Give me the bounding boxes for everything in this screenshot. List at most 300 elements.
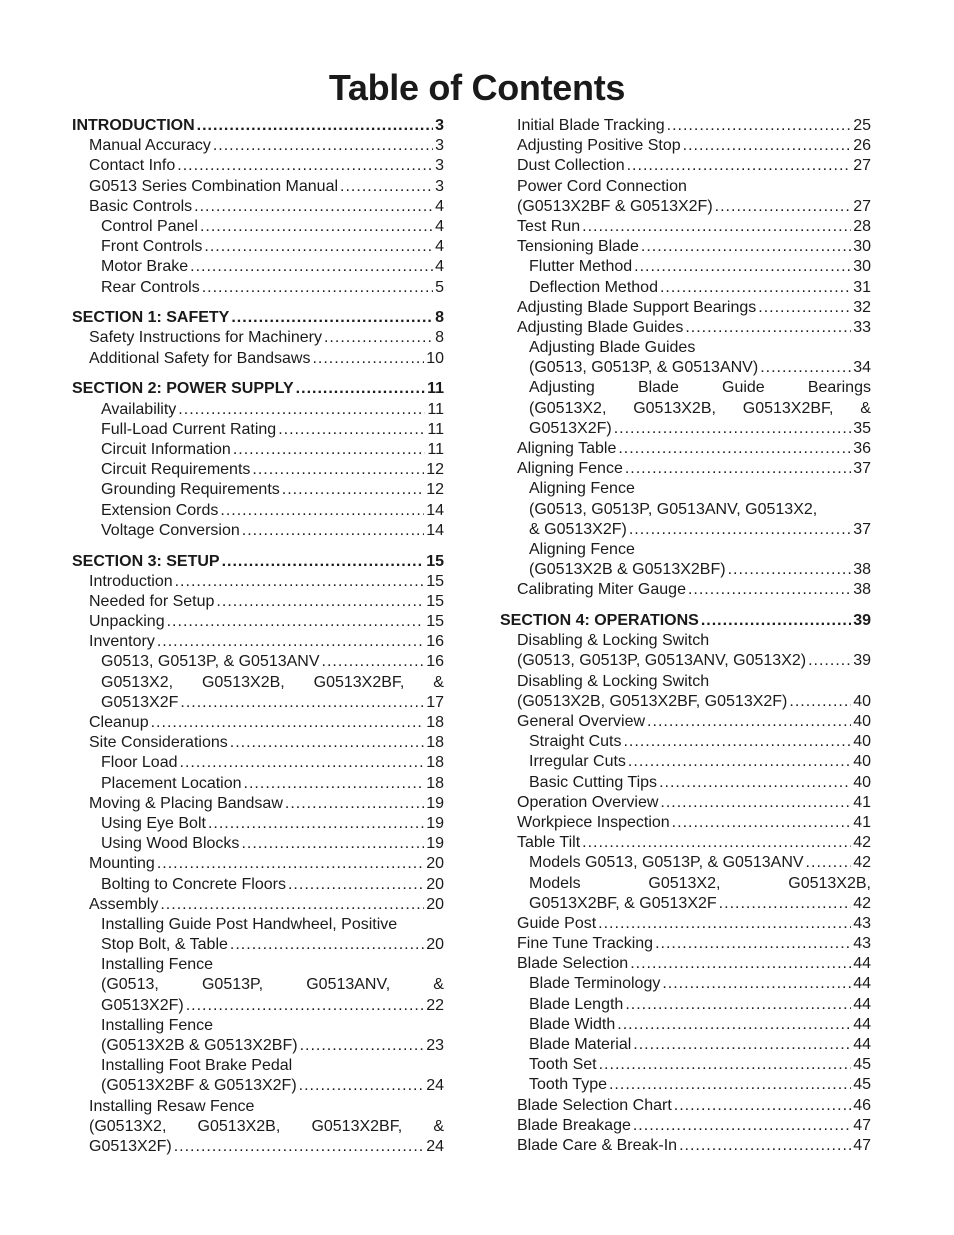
dot-leader	[288, 875, 424, 895]
toc-entry[interactable]	[72, 733, 444, 753]
toc-page-number: 4	[435, 217, 444, 235]
toc-entry-label: Introduction	[89, 572, 173, 590]
toc-page-number: 5	[435, 278, 444, 296]
toc-entry[interactable]	[72, 480, 444, 500]
page-title: Table of Contents	[328, 67, 626, 108]
toc-entry-label: Installing Foot Brake Pedal	[101, 1057, 293, 1075]
dot-leader	[204, 237, 433, 257]
toc-entry-label: Inventory	[89, 633, 155, 651]
toc-entry[interactable]	[72, 1097, 444, 1117]
toc-entry-label	[529, 874, 871, 894]
toc-entry-word: Adjusting	[529, 379, 595, 397]
toc-entry[interactable]	[500, 773, 871, 793]
toc-entry-label: Grounding Requirements	[101, 481, 280, 499]
toc-entry[interactable]	[72, 834, 444, 854]
toc-entry-label: Needed for Setup	[89, 592, 215, 610]
toc-entry-word: Bearings	[807, 379, 871, 397]
toc-entry[interactable]	[72, 612, 444, 632]
dot-leader	[789, 692, 851, 712]
toc-entry[interactable]	[72, 217, 444, 237]
toc-entry[interactable]	[500, 853, 871, 873]
toc-entry[interactable]	[500, 318, 871, 338]
toc-entry[interactable]	[72, 1016, 444, 1036]
toc-page-number: 19	[426, 794, 444, 812]
toc-entry-label: Workpiece Inspection	[517, 813, 670, 831]
toc-entry-label: Power Cord Connection	[517, 177, 687, 195]
toc-entry[interactable]	[72, 814, 444, 834]
toc-entry-label: (G0513, G0513P, G0513ANV, G0513X2)	[517, 652, 807, 670]
toc-entry-label: Contact Info	[89, 157, 176, 175]
toc-entry-label: (G0513X2BF & G0513X2F)	[101, 1077, 297, 1095]
toc-entry-label: Blade Length	[529, 995, 624, 1013]
dot-leader	[728, 560, 852, 580]
toc-entry[interactable]	[72, 794, 444, 814]
toc-entry-label: Blade Width	[529, 1015, 616, 1033]
dot-leader	[629, 520, 851, 540]
toc-entry-label: Installing Fence	[101, 1016, 214, 1034]
toc-entry-label: Basic Cutting Tips	[529, 773, 658, 791]
toc-entry-label: Installing Resaw Fence	[89, 1097, 255, 1115]
toc-entry[interactable]	[500, 560, 871, 580]
toc-entry-label: Using Wood Blocks	[101, 835, 240, 853]
dot-leader	[285, 794, 424, 814]
toc-entry[interactable]	[500, 237, 871, 257]
toc-section-heading[interactable]	[72, 552, 444, 572]
toc-entry[interactable]	[72, 328, 444, 348]
toc-entry-label	[529, 378, 871, 398]
toc-section-heading[interactable]	[72, 116, 444, 136]
toc-entry[interactable]	[500, 439, 871, 459]
toc-entry-label: (G0513X2B, G0513X2BF, G0513X2F)	[517, 692, 788, 710]
toc-entry-label: G0513X2F)	[89, 1137, 172, 1155]
dot-leader	[157, 632, 424, 652]
toc-page-number: 45	[853, 1056, 871, 1074]
toc-entry-word: G0513X2,	[101, 673, 174, 691]
toc-entry[interactable]	[500, 278, 871, 298]
toc-entry[interactable]	[72, 915, 444, 935]
toc-entry[interactable]	[500, 358, 871, 378]
toc-page-number: 40	[853, 713, 871, 731]
toc-entry-label: Voltage Conversion	[101, 521, 240, 539]
toc-entry[interactable]	[500, 479, 871, 499]
dot-leader	[808, 651, 851, 671]
toc-entry-label: Test Run	[517, 217, 581, 235]
toc-page-number: 12	[426, 481, 444, 499]
toc-section-heading[interactable]	[72, 379, 444, 399]
toc-entry[interactable]	[500, 793, 871, 813]
toc-entry-label: (G0513, G0513P, G0513ANV, G0513X2,	[529, 500, 818, 518]
dot-leader	[625, 995, 851, 1015]
toc-page-number: 43	[853, 914, 871, 932]
toc-entry-label: Dust Collection	[517, 157, 625, 175]
toc-entry[interactable]	[72, 521, 444, 541]
toc-entry-label: G0513X2F)	[529, 419, 612, 437]
toc-entry-label: G0513X2BF, & G0513X2F	[529, 894, 717, 912]
toc-entry-label: Motor Brake	[101, 258, 189, 276]
toc-entry[interactable]	[500, 813, 871, 833]
toc-entry[interactable]	[500, 298, 871, 318]
toc-section-heading[interactable]	[72, 308, 444, 328]
toc-entry[interactable]	[72, 955, 444, 975]
toc-entry-label: Tooth Type	[529, 1076, 607, 1094]
toc-entry[interactable]	[72, 652, 444, 672]
toc-entry[interactable]	[72, 349, 444, 369]
toc-entry[interactable]	[500, 914, 871, 934]
toc-entry[interactable]	[500, 338, 871, 358]
toc-page-number: 42	[853, 894, 871, 912]
toc-entry-label: Floor Load	[101, 754, 178, 772]
toc-page-number: 34	[853, 359, 871, 377]
toc-entry-label	[89, 1117, 444, 1137]
dot-leader	[202, 278, 433, 298]
toc-entry-label: Adjusting Blade Support Bearings	[517, 298, 757, 316]
toc-entry[interactable]	[500, 631, 871, 651]
toc-page-number: 44	[853, 1015, 871, 1033]
toc-page-number: 42	[853, 834, 871, 852]
toc-entry[interactable]	[500, 954, 871, 974]
toc-entry[interactable]	[72, 197, 444, 217]
dot-leader	[617, 1015, 851, 1035]
dot-leader	[197, 116, 433, 136]
dot-leader	[633, 1035, 851, 1055]
toc-page-number: 4	[435, 238, 444, 256]
dot-leader	[627, 156, 852, 176]
toc-entry-word: G0513X2B,	[788, 874, 871, 892]
toc-entry[interactable]	[500, 1035, 871, 1055]
dot-leader	[160, 895, 424, 915]
toc-entry-label: Blade Selection	[517, 955, 629, 973]
toc-entry[interactable]	[500, 520, 871, 540]
toc-entry[interactable]	[500, 580, 871, 600]
toc-left-column	[72, 116, 444, 1157]
toc-entry[interactable]	[500, 1075, 871, 1095]
toc-page-number: 14	[426, 521, 444, 539]
toc-entry[interactable]	[500, 894, 871, 914]
dot-leader	[180, 693, 424, 713]
toc-entry-label: Control Panel	[101, 217, 198, 235]
toc-entry[interactable]	[72, 156, 444, 176]
toc-entry-label: Bolting to Concrete Floors	[101, 875, 286, 893]
toc-entry-word: (G0513X2,	[89, 1117, 167, 1135]
toc-entry-word: G0513ANV,	[306, 976, 391, 994]
toc-entry[interactable]	[500, 995, 871, 1015]
dot-leader	[679, 1136, 851, 1156]
toc-entry-label: Calibrating Miter Gauge	[517, 581, 686, 599]
toc-page-number: 27	[853, 157, 871, 175]
toc-entry[interactable]	[500, 712, 871, 732]
toc-page-number: 35	[853, 419, 871, 437]
toc-entry-label: Extension Cords	[101, 501, 219, 519]
toc-entry[interactable]	[500, 500, 871, 520]
toc-entry[interactable]	[500, 156, 871, 176]
toc-entry-label: Aligning Fence	[529, 480, 635, 498]
toc-entry[interactable]	[72, 257, 444, 277]
toc-entry[interactable]	[72, 177, 444, 197]
toc-entry[interactable]	[72, 572, 444, 592]
toc-page-number: 45	[853, 1076, 871, 1094]
dot-leader	[233, 440, 426, 460]
toc-page-number: 3	[435, 177, 444, 195]
toc-entry-label: Blade Terminology	[529, 975, 661, 993]
toc-page-number: 39	[853, 652, 871, 670]
dot-leader	[151, 713, 425, 733]
toc-entry-word: G0513X2,	[648, 874, 721, 892]
toc-entry[interactable]	[72, 854, 444, 874]
dot-leader	[312, 349, 424, 369]
toc-entry[interactable]	[72, 632, 444, 652]
toc-page-number: 30	[853, 258, 871, 276]
toc-page-number: 31	[853, 278, 871, 296]
toc-page-number: 46	[853, 1096, 871, 1114]
toc-entry-label: Initial Blade Tracking	[517, 117, 665, 134]
toc-entry-label: Straight Cuts	[529, 733, 622, 751]
toc-page-number: 41	[853, 813, 871, 831]
toc-page-number: 3	[435, 137, 444, 155]
toc-page-number: 42	[853, 854, 871, 872]
toc-page-number: 27	[853, 197, 871, 215]
toc-page-number: 23	[426, 1037, 444, 1055]
toc-entry-word: &	[433, 673, 444, 691]
toc-entry-label: Adjusting Positive Stop	[517, 137, 681, 155]
dot-leader	[252, 460, 424, 480]
toc-page-number: 8	[435, 309, 444, 327]
toc-entry[interactable]	[72, 400, 444, 420]
dot-leader	[230, 733, 424, 753]
dot-leader	[582, 833, 851, 853]
toc-entry[interactable]	[500, 672, 871, 692]
toc-entry-label: G0513, G0513P, & G0513ANV	[101, 653, 320, 671]
toc-page-number: 20	[426, 875, 444, 893]
dot-leader	[299, 1076, 425, 1096]
toc-entry[interactable]	[72, 420, 444, 440]
toc-entry-label: Table Tilt	[517, 834, 581, 852]
dot-leader	[760, 358, 851, 378]
dot-leader	[641, 237, 851, 257]
toc-entry[interactable]	[500, 833, 871, 853]
toc-entry-label: Moving & Placing Bandsaw	[89, 794, 283, 812]
toc-page-number: 41	[853, 793, 871, 811]
toc-page-number: 8	[435, 329, 444, 347]
toc-entry-word: G0513X2BF,	[311, 1117, 403, 1135]
dot-leader	[667, 116, 852, 136]
toc-page-number: 15	[426, 572, 444, 590]
toc-entry-label: Front Controls	[101, 238, 203, 256]
toc-entry[interactable]	[72, 278, 444, 298]
toc-entry-label: Operation Overview	[517, 793, 659, 811]
toc-entry-label: Blade Breakage	[517, 1116, 631, 1134]
toc-entry[interactable]	[500, 1096, 871, 1116]
toc-entry[interactable]	[500, 378, 871, 398]
toc-entry-word: G0513X2BF,	[313, 673, 405, 691]
toc-page-number: 40	[853, 692, 871, 710]
toc-entry[interactable]	[500, 459, 871, 479]
dot-leader	[672, 813, 852, 833]
toc-page-number: 15	[426, 592, 444, 610]
toc-entry[interactable]	[72, 501, 444, 521]
toc-entry[interactable]	[72, 875, 444, 895]
toc-entry-word: Models	[529, 874, 581, 892]
toc-page-number: 14	[426, 501, 444, 519]
toc-entry-label: Models G0513, G0513P, & G0513ANV	[529, 854, 804, 872]
toc-entry[interactable]	[72, 237, 444, 257]
dot-leader	[180, 753, 425, 773]
toc-entry[interactable]	[500, 1136, 871, 1156]
toc-entry-label: (G0513X2B & G0513X2BF)	[529, 561, 726, 579]
toc-entry-label: G0513 Series Combination Manual	[89, 177, 339, 195]
toc-entry[interactable]	[72, 460, 444, 480]
toc-entry-word: G0513X2B,	[201, 673, 285, 691]
toc-page-number: 11	[427, 380, 444, 398]
toc-entry[interactable]	[500, 1015, 871, 1035]
toc-entry[interactable]	[72, 753, 444, 773]
dot-leader	[655, 934, 851, 954]
toc-entry[interactable]	[72, 1036, 444, 1056]
toc-entry[interactable]	[500, 116, 871, 136]
dot-leader	[674, 1096, 851, 1116]
toc-entry-label: Additional Safety for Bandsaws	[89, 349, 311, 367]
toc-entry[interactable]	[72, 713, 444, 733]
dot-leader	[177, 156, 433, 176]
toc-entry[interactable]	[500, 752, 871, 772]
dot-leader	[719, 894, 852, 914]
toc-entry-label: Rear Controls	[101, 278, 200, 296]
toc-entry-label: Full-Load Current Rating	[101, 420, 277, 438]
toc-entry[interactable]	[72, 935, 444, 955]
toc-page-number: 47	[853, 1116, 871, 1134]
toc-entry-label: Aligning Fence	[517, 460, 623, 478]
toc-entry[interactable]	[500, 692, 871, 712]
toc-entry[interactable]	[500, 197, 871, 217]
dot-leader	[758, 298, 851, 318]
toc-entry-label: Aligning Fence	[529, 540, 635, 558]
toc-entry[interactable]	[500, 540, 871, 560]
toc-entry-label: Stop Bolt, & Table	[101, 936, 228, 954]
toc-entry-word: G0513P,	[201, 976, 264, 994]
toc-entry-word: G0513X2B,	[633, 399, 716, 417]
toc-page-number: 26	[853, 137, 871, 155]
dot-leader	[200, 217, 433, 237]
toc-entry[interactable]	[72, 1117, 444, 1137]
dot-leader	[322, 652, 425, 672]
toc-entry[interactable]	[72, 1137, 444, 1157]
toc-entry[interactable]	[72, 440, 444, 460]
toc-page-number: 33	[853, 318, 871, 336]
dot-leader	[685, 318, 851, 338]
toc-page-number: 36	[853, 440, 871, 457]
dot-leader	[157, 854, 424, 874]
dot-leader	[167, 612, 425, 632]
toc-page-number: 37	[853, 520, 871, 538]
toc-entry-label: Guide Post	[517, 914, 597, 932]
toc-entry[interactable]	[500, 874, 871, 894]
toc-entry-label: Deflection Method	[529, 278, 658, 296]
toc-entry[interactable]	[72, 673, 444, 693]
toc-section-heading[interactable]	[500, 611, 871, 631]
toc-page-number: 37	[853, 460, 871, 478]
dot-leader	[213, 136, 433, 156]
toc-entry[interactable]	[500, 974, 871, 994]
dot-leader	[659, 773, 851, 793]
toc-page-number: 15	[426, 552, 444, 570]
toc-entry[interactable]	[72, 895, 444, 915]
toc-entry[interactable]	[500, 177, 871, 197]
toc-page-number: 32	[853, 298, 871, 316]
toc-entry-label: Blade Material	[529, 1036, 632, 1054]
toc-entry[interactable]	[72, 592, 444, 612]
toc-entry-label: Basic Controls	[89, 197, 193, 215]
toc-page-number: 4	[435, 258, 444, 276]
toc-page-number: 24	[426, 1077, 444, 1095]
toc-entry[interactable]	[500, 1116, 871, 1136]
dot-leader	[220, 501, 424, 521]
toc-entry-label: (G0513, G0513P, & G0513ANV)	[529, 359, 759, 377]
toc-entry-label: Adjusting Blade Guides	[529, 339, 696, 357]
dot-leader	[614, 419, 851, 439]
dot-leader	[231, 308, 433, 328]
toc-entry-word: (G0513,	[101, 976, 159, 994]
dot-leader	[175, 572, 425, 592]
dot-leader	[244, 774, 425, 794]
toc-entry-label: Installing Fence	[101, 956, 214, 974]
dot-leader	[216, 592, 424, 612]
toc-page-number: 44	[853, 955, 871, 973]
toc-entry[interactable]	[500, 732, 871, 752]
toc-page-number: 44	[853, 995, 871, 1013]
toc-page-number: 16	[426, 653, 444, 671]
toc-entry[interactable]	[500, 257, 871, 277]
toc-entry[interactable]	[500, 419, 871, 439]
toc-entry[interactable]	[500, 1055, 871, 1075]
toc-page-number: 40	[853, 733, 871, 751]
toc-page-number: 18	[426, 714, 444, 732]
toc-entry-label: Site Considerations	[89, 734, 228, 752]
toc-page-number: 44	[853, 975, 871, 993]
toc-entry-label	[101, 975, 444, 995]
toc-entry-label: SECTION 1: SAFETY	[72, 309, 230, 327]
dot-leader	[230, 935, 424, 955]
toc-page-number: 20	[426, 855, 444, 873]
toc-entry[interactable]	[72, 1056, 444, 1076]
toc-entry[interactable]	[500, 217, 871, 237]
toc-entry[interactable]	[72, 693, 444, 713]
dot-leader	[241, 834, 424, 854]
toc-entry[interactable]	[72, 774, 444, 794]
toc-entry[interactable]	[72, 975, 444, 995]
toc-page-number: 11	[427, 441, 444, 458]
dot-leader	[634, 257, 851, 277]
toc-entry-word: G0513X2BF,	[742, 399, 834, 417]
toc-entry[interactable]	[72, 1076, 444, 1096]
toc-page-number: 17	[426, 693, 444, 711]
toc-entry[interactable]	[500, 651, 871, 671]
toc-page-number: 3	[435, 117, 444, 134]
toc-entry-word: Guide	[722, 379, 765, 397]
toc-entry-label: Tensioning Blade	[517, 238, 639, 256]
dot-leader	[662, 974, 851, 994]
toc-entry[interactable]	[500, 399, 871, 419]
toc-entry[interactable]	[500, 934, 871, 954]
toc-entry-label: (G0513X2B & G0513X2BF)	[101, 1037, 298, 1055]
toc-entry[interactable]	[72, 136, 444, 156]
toc-entry[interactable]	[500, 136, 871, 156]
toc-page-number: 39	[853, 612, 871, 630]
toc-entry[interactable]	[72, 996, 444, 1016]
toc-entry-label: Blade Selection Chart	[517, 1096, 672, 1114]
dot-leader	[174, 1137, 424, 1157]
dot-leader	[282, 480, 424, 500]
toc-page-number: 16	[426, 633, 444, 651]
toc-page-number: 18	[426, 754, 444, 772]
